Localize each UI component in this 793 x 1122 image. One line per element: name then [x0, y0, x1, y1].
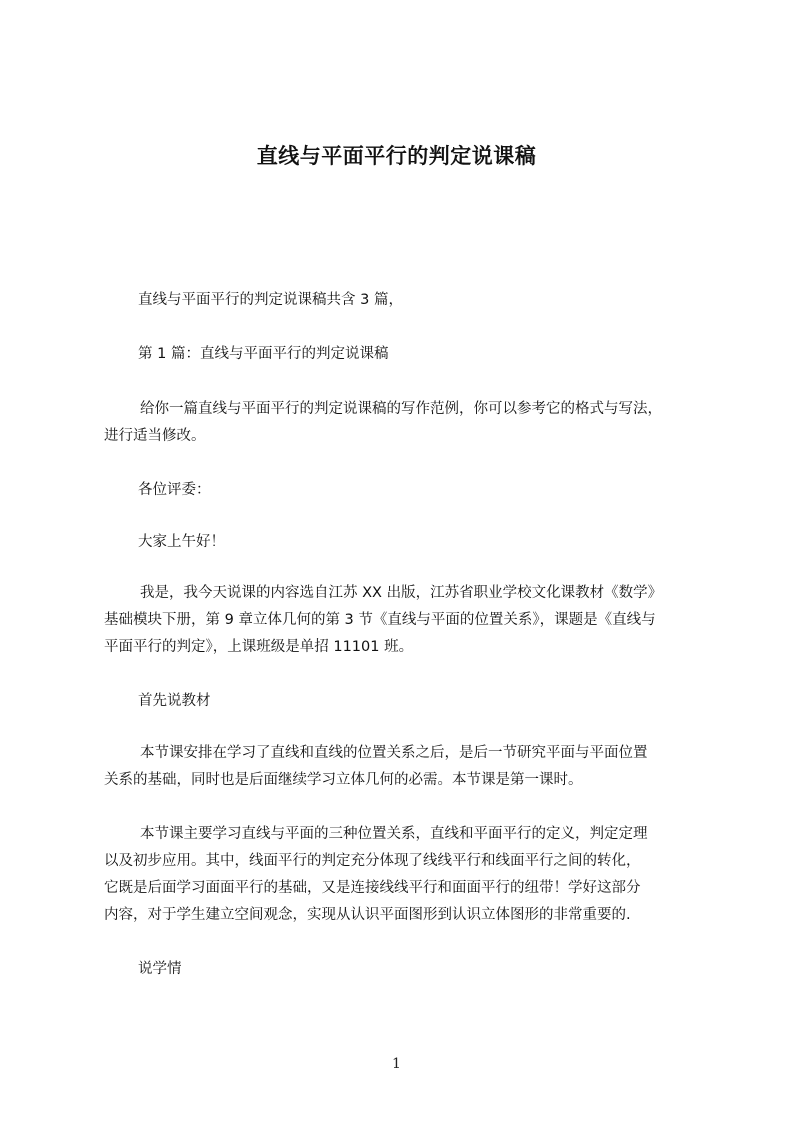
paragraph-line: 给你一篇直线与平面平行的判定说课稿的写作范例，你可以参考它的格式与写法， — [140, 401, 662, 417]
paragraph-line: 内容，对于学生建立空间观念，实现从认识平面图形到认识立体图形的非常重要的. — [104, 907, 631, 923]
paragraph-line: 基础模块下册，第 9 章立体几何的第 3 节《直线与平面的位置关系》，课题是《直线与 — [104, 612, 656, 628]
paragraph-line: 它既是后面学习面面平行的基础，又是连接线线平行和面面平行的纽带！学好这部分 — [104, 880, 641, 896]
paragraph-line: 关系的基础，同时也是后面继续学习立体几何的必需。本节课是第一课时。 — [104, 772, 583, 788]
page-number: 1 — [392, 1056, 401, 1072]
paragraph-textbook-content — [104, 821, 648, 929]
paragraph-line: 进行适当修改。 — [104, 428, 206, 444]
paragraph-line: 说学情 — [138, 961, 182, 977]
paragraph-greeting-judges — [138, 477, 211, 504]
document-title: 直线与平面平行的判定说课稿 — [256, 144, 537, 168]
paragraph-line: 本节课主要学习直线与平面的三种位置关系，直线和平面平行的定义，判定定理 — [140, 826, 648, 842]
paragraph-lesson-source — [104, 580, 698, 661]
paragraph-line: 平面平行的判定》，上课班级是单招 11101 班。 — [104, 639, 414, 655]
paragraph-line: 以及初步应用。其中，线面平行的判定充分体现了线线平行和线面平行之间的转化， — [104, 853, 641, 869]
paragraph-line: 各位评委： — [138, 482, 211, 498]
paragraph-line: 首先说教材 — [138, 693, 211, 709]
paragraph-section-students — [138, 956, 182, 983]
paragraph-part-heading — [138, 341, 388, 368]
paragraph-textbook-position — [104, 740, 648, 794]
paragraph-line: 我是，我今天说课的内容选自江苏 XX 出版，江苏省职业学校文化课教材《数学》 — [140, 585, 663, 601]
paragraph-line: 第 1 篇：直线与平面平行的判定说课稿 — [138, 346, 389, 362]
paragraph-line: 直线与平面平行的判定说课稿共含 3 篇， — [138, 292, 403, 308]
paragraph-line: 本节课安排在学习了直线和直线的位置关系之后，是后一节研究平面与平面位置 — [140, 745, 648, 761]
paragraph-section-textbook — [138, 688, 211, 715]
paragraph-example-note — [104, 396, 662, 450]
paragraph-intro — [138, 287, 403, 314]
paragraph-line: 大家上午好！ — [138, 534, 225, 550]
paragraph-greeting-morning — [138, 529, 225, 556]
